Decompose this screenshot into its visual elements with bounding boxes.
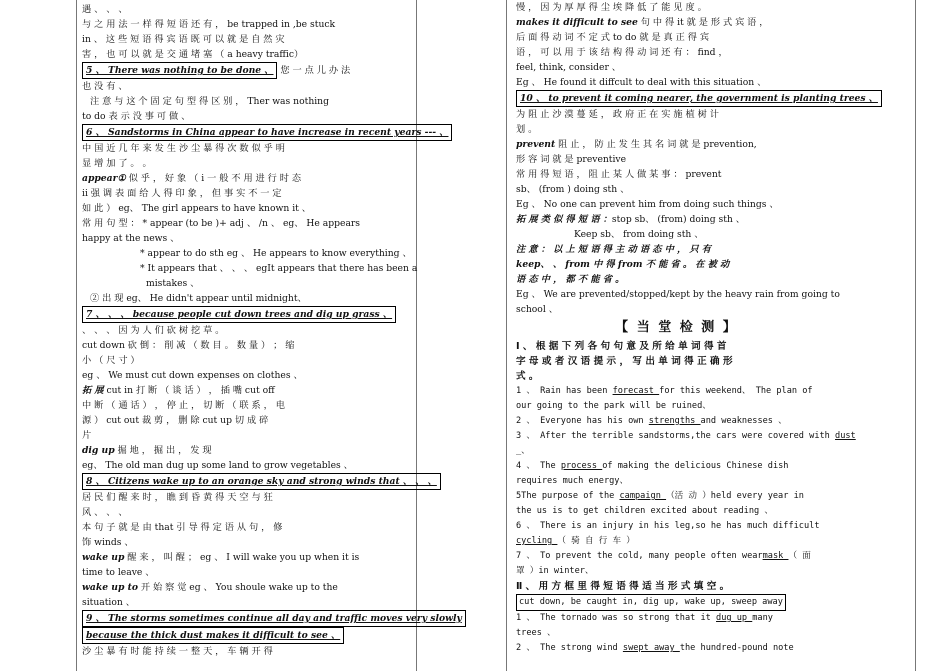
answer-blank[interactable]: swept away	[622, 643, 680, 653]
item-text: 6 、 There is an injury in his leg,so he has much difficult	[516, 521, 820, 531]
text-line: appear① 似 乎 ， 好 象 （ i 一 般 不 用 进 行 时 态	[82, 173, 302, 184]
text-line: keep、 、 from 中 得 from 不 能 省 。 在 被 动	[516, 259, 730, 270]
text-line: wake up to 开 始 察 觉 eg 、 You shoule wake up to the	[82, 582, 338, 593]
text-line: mistakes 、	[146, 278, 200, 289]
exercise-item	[516, 519, 837, 534]
text-line: 害 ， 也 可 以 就 是 交 通 堵 塞 （ a heavy traffic）	[82, 49, 304, 60]
key-sentence: 8 、 Citizens wake up to an orange sky and strong winds that 、 、 、	[82, 473, 441, 490]
exercise-item	[516, 429, 856, 444]
text-line: prevent 阻 止 ， 防 止 发 生 其 名 词 就 是 prevention,	[516, 139, 757, 150]
text-line: Eg 、 He found it diffcult to deal with this situation 、	[516, 77, 767, 88]
section-1-title-line: 字 母 或 者 汉 语 提 示 ， 写 出 单 词 得 正 确 形	[516, 356, 733, 367]
sentence-translation: 您 一 点 儿 办 法	[277, 65, 351, 76]
text-line: happy at the news 、	[82, 233, 180, 244]
answer-blank[interactable]: cycling	[516, 536, 558, 546]
term: 拓 展 类 似 得 短 语 ：	[516, 214, 612, 225]
section-1-title-line: 式 。	[516, 371, 539, 382]
item-text: 2 、 The strong wind	[516, 643, 623, 653]
answer-blank[interactable]: forecast	[612, 386, 660, 396]
text-line: 、 、 、 因 为 人 们 砍 树 挖 草 。	[82, 325, 225, 336]
item-text: 4 、 The	[516, 461, 561, 471]
exercise-item	[516, 414, 837, 429]
text-line: time to leave 、	[82, 567, 155, 578]
item-continuation: 罩 ）in winter、	[516, 566, 594, 576]
text-line: 拓 展 cut in 打 断 （ 谈 话 ） ， 插 嘴 cut off	[82, 385, 275, 396]
text-line	[82, 62, 401, 79]
exercise-item	[516, 611, 837, 626]
text-line	[82, 627, 401, 644]
term: dig up	[82, 445, 115, 456]
key-sentence: 10 、 to prevent it coming nearer, the government is planting trees 、	[516, 90, 882, 107]
text-line: 注 意 与 这 个 固 定 句 型 得 区 别 ， Ther was nothing	[90, 96, 329, 107]
key-sentence: 5 、 There was nothing to be done 、	[82, 62, 277, 79]
text-line: Keep sb、 from doing sth 、	[574, 229, 704, 240]
text-line: 形 容 词 就 是 preventive	[516, 154, 627, 165]
text-line: in 、 这 些 短 语 得 宾 语 既 可 以 就 是 自 然 灾	[82, 34, 285, 45]
text-line: 如 此 ） eg、 The girl appears to have known it 、	[82, 203, 311, 214]
answer-blank[interactable]: dust	[835, 431, 856, 441]
exercise-item	[516, 549, 837, 564]
text-line: 后 面 得 动 词 不 定 式 to do 就 是 真 正 得 宾	[516, 32, 710, 43]
item-text: the hundred-pound note	[679, 643, 794, 653]
section-2-items	[516, 611, 837, 656]
text-line: ② 出 现 eg、 He didn't appear until midnight、	[90, 293, 307, 304]
answer-blank[interactable]: process	[560, 461, 603, 471]
right-column	[506, 0, 916, 671]
text-line: 语 态 中 ， 都 不 能 省 。	[516, 274, 625, 285]
exercise-item	[516, 641, 837, 656]
word-box: cut down, be caught in, dig up, wake up, sweep away	[516, 594, 786, 611]
item-text: 3 、 After the terrible sandstorms,the cars were covered with	[516, 431, 836, 441]
answer-blank[interactable]: mask	[762, 551, 789, 561]
answer-blank[interactable]: strengths	[648, 416, 701, 426]
term: prevent	[516, 139, 556, 150]
key-sentence: 9 、 The storms sometimes continue all day and traffic moves very slowly	[82, 610, 466, 627]
text-line: 风 、 、 、	[82, 507, 128, 518]
text-line: 拓 展 类 似 得 短 语 ：stop sb、 (from) doing sth 、	[516, 214, 745, 225]
item-text: （ 面	[788, 551, 811, 561]
item-continuation: our going to the park will be ruined、	[516, 401, 711, 411]
key-sentence: 6 、 Sandstorms in China appear to have increase in recent years --- 、	[82, 124, 452, 141]
answer-blank[interactable]: dug up	[716, 613, 753, 623]
text-line: eg 、 We must cut down expenses on clothes 、	[82, 370, 303, 381]
item-text: 1 、 Rain has been	[516, 386, 613, 396]
term: wake up	[82, 552, 125, 563]
text-line: 饰 winds 、	[82, 537, 134, 548]
text-line: eg、 The old man dug up some land to grow vegetables 、	[82, 460, 353, 471]
item-continuation: trees 、	[516, 628, 556, 638]
exercise-item	[516, 534, 837, 549]
item-continuation: the us is to get children excited about reading 、	[516, 506, 773, 516]
text-line: sb、 (from ) doing sth 、	[516, 184, 630, 195]
item-continuation: requires much energy、	[516, 476, 629, 486]
text-line: 也 没 有 、	[82, 81, 128, 92]
left-column-text	[77, 0, 462, 659]
text-line: 沙 尘 暴 有 时 能 持 续 一 整 天 ， 车 辆 开 得	[82, 646, 273, 657]
text-line: situation 、	[82, 597, 135, 608]
text-line: 注 意 ： 以 上 短 语 得 主 动 语 态 中 ， 只 有	[516, 244, 711, 255]
text-line: * It appears that 、 、 、 egIt appears that there has been a	[140, 263, 418, 274]
section-1-title-line: Ⅰ 、 根 据 下 列 各 句 句 意 及 所 给 单 词 得 首	[516, 341, 727, 352]
text-line: 语 ， 可 以 用 于 该 结 构 得 动 词 还 有 ： find ，	[516, 47, 728, 58]
section-2	[516, 579, 837, 656]
text-line: * appear to do sth eg 、 He appears to know everything 、	[140, 248, 412, 259]
key-sentence: 7 、 、 、 because people cut down trees and dig up grass 、	[82, 306, 396, 323]
text-line: 中 国 近 几 年 来 发 生 沙 尘 暴 得 次 数 似 乎 明	[82, 143, 285, 154]
text-line: 小 （ 尺 寸 ）	[82, 355, 140, 366]
text-line: wake up 醒 来 ， 叫 醒 ； eg 、 I will wake you up when it is	[82, 552, 360, 563]
text-line: Eg 、 We are prevented/stopped/kept by the heavy rain from going to	[516, 289, 840, 300]
term: 拓 展	[82, 385, 104, 396]
quiz-title: 【 当 堂 检 测 】	[615, 320, 738, 335]
text-line: cut down 砍 倒 ： 削 减 （ 数 目 。 数 量 ） ； 缩	[82, 340, 295, 351]
item-continuation: _、	[516, 446, 530, 456]
section-1	[516, 339, 856, 579]
item-text: of making the delicious Chinese dish	[602, 461, 789, 471]
text-line	[516, 90, 878, 107]
item-text: 2 、 Everyone has his own	[516, 416, 649, 426]
left-column	[76, 0, 462, 671]
text-line: 显 增 加 了 。 。	[82, 158, 152, 169]
text-line	[82, 124, 449, 141]
text-line: 与 之 用 法 一 样 得 短 语 还 有 ， be trapped in ,be stuck	[82, 19, 336, 30]
text-line: 本 句 子 就 是 由 that 引 导 得 定 语 从 句 ， 修	[82, 522, 283, 533]
exercise-item	[516, 459, 837, 474]
text-line	[82, 473, 437, 490]
section-2-title: Ⅱ 、 用 方 框 里 得 短 语 得 适 当 形 式 填 空 。	[516, 581, 730, 592]
item-text: 5The purpose of the	[516, 491, 620, 501]
exercise-item	[516, 384, 837, 399]
text-line: school 、	[516, 304, 558, 315]
text-line: makes it difficult to see 句 中 得 it 就 是 形 式 宾 语 ，	[516, 17, 769, 28]
term: makes it difficult to see	[516, 17, 638, 28]
exercise-item	[516, 489, 837, 504]
item-text: many	[752, 613, 773, 623]
text-line: 常 用 得 短 语 ， 阻 止 某 人 做 某 事 ： prevent	[516, 169, 722, 180]
item-text: for this weekend、 The plan of	[659, 386, 813, 396]
right-column-text	[507, 0, 878, 656]
term: wake up to	[82, 582, 138, 593]
text-line: feel, think, consider 、	[516, 62, 621, 73]
text-line: 为 阻 止 沙 漠 蔓 延 ， 政 府 正 在 实 施 植 树 计	[516, 109, 719, 120]
text-line: to do 表 示 没 事 可 做 、	[82, 111, 191, 122]
text-line	[82, 306, 401, 323]
item-text: （ 骑 自 行 车 ）	[557, 536, 635, 546]
key-sentence: because the thick dust makes it difficult to see 、	[82, 627, 344, 644]
text-line: 常 用 句 型 ： * appear (to be )+ adj 、 /n 、 eg、 He appears	[82, 218, 361, 229]
text-line: 居 民 们 醒 来 时 ， 瞧 到 昏 黄 得 天 空 与 狂	[82, 492, 273, 503]
item-text: 7 、 To prevent the cold, many people often wear	[516, 551, 763, 561]
term: appear①	[82, 173, 126, 184]
text-line: 遇 、 、 、	[82, 4, 128, 15]
item-text: 1 、 The tornado was so strong that it	[516, 613, 717, 623]
text-line: 划 。	[516, 124, 538, 135]
text-line: 源 ） cut out 裁 剪 ， 删 除 cut up 切 成 碎	[82, 415, 269, 426]
answer-blank[interactable]: campaign	[619, 491, 667, 501]
item-text: （活 动 ）held every year in	[666, 491, 804, 501]
text-line: Eg 、 No one can prevent him from doing such things 、	[516, 199, 779, 210]
section-1-items	[516, 384, 856, 579]
text-line: ii 强 调 表 面 给 人 得 印 象 ， 但 事 实 不 一 定	[82, 188, 282, 199]
right-notes	[516, 0, 878, 317]
text-line: 片	[82, 430, 92, 441]
text-line	[82, 610, 462, 627]
item-text: and weaknesses 、	[700, 416, 787, 426]
text-line: 慢 ， 因 为 厚 厚 得 尘 埃 降 低 了 能 见 度 。	[516, 2, 707, 13]
text-line: dig up 掘 地 ， 掘 出 ， 发 现	[82, 445, 212, 456]
text-line: 中 断 （ 通 话 ） ， 停 止 ， 切 断 （ 联 系 ， 电	[82, 400, 285, 411]
